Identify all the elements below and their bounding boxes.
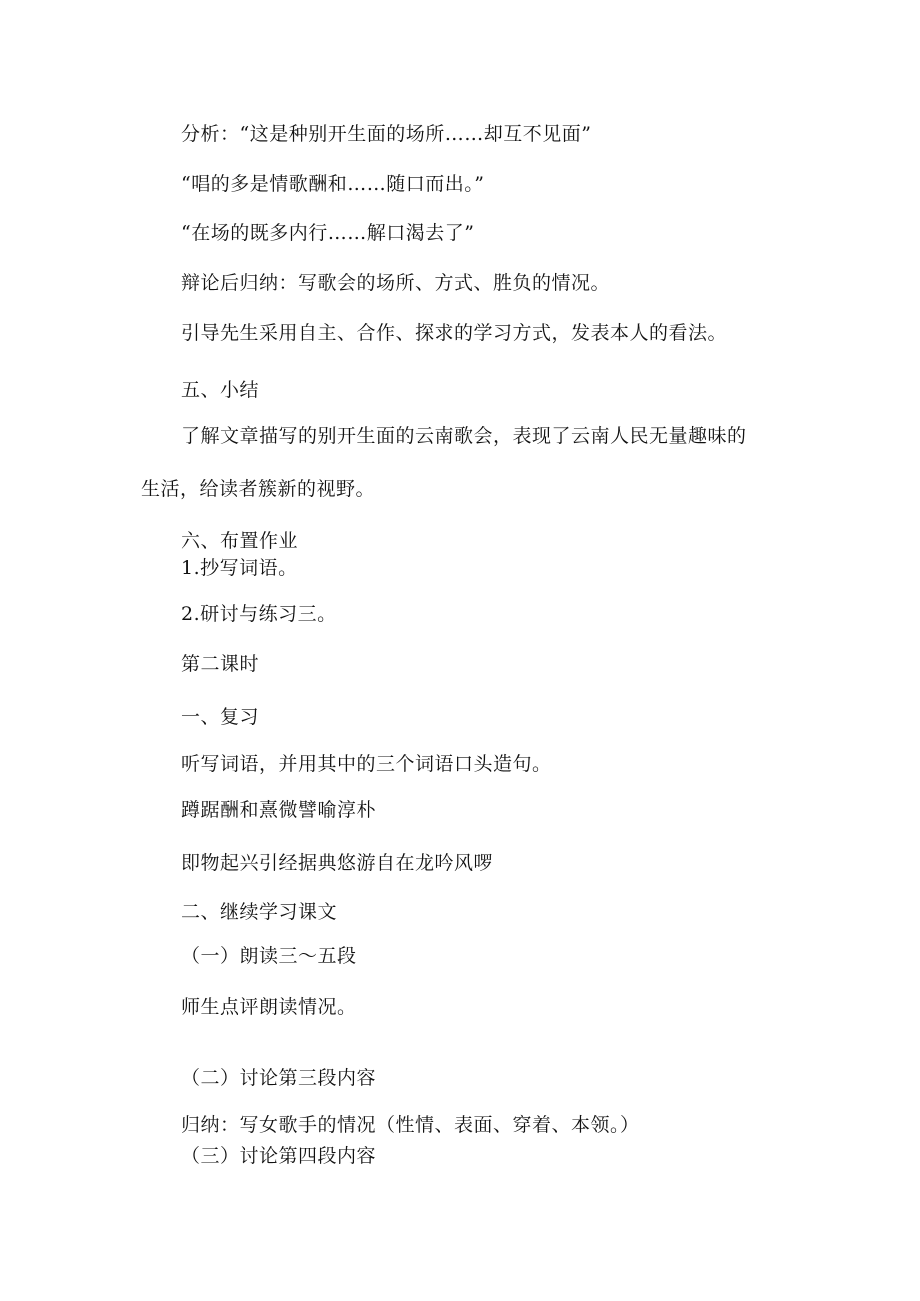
vocabulary-line: 蹲踞酬和熹微譬喻淳朴 xyxy=(181,799,377,821)
list-item: 2.研讨与练习三。 xyxy=(181,603,337,625)
paragraph-line: 生活，给读者簇新的视野。 xyxy=(141,478,376,500)
summary-line: 辩论后归纳：写歌会的场所、方式、胜负的情况。 xyxy=(181,272,611,294)
section-heading: 六、布置作业 xyxy=(181,530,299,552)
paragraph-line: 师生点评朗读情况。 xyxy=(181,996,357,1018)
subsection-heading: （三）讨论第四段内容 xyxy=(181,1145,377,1167)
section-heading: 一、复习 xyxy=(181,706,260,728)
subsection-heading: （一）朗读三～五段 xyxy=(181,945,357,967)
list-item: 1.抄写词语。 xyxy=(181,557,298,579)
summary-line: 归纳：写女歌手的情况（性情、表面、穿着、本领。） xyxy=(181,1114,640,1136)
lesson-heading: 第二课时 xyxy=(181,653,260,675)
paragraph-line: 听写词语，并用其中的三个词语口头造句。 xyxy=(181,753,552,775)
paragraph-line: 了解文章描写的别开生面的云南歌会，表现了云南人民无量趣味的 xyxy=(181,425,747,447)
subsection-heading: （二）讨论第三段内容 xyxy=(181,1067,377,1089)
quote-line: “唱的多是情歌酬和……随口而出。” xyxy=(181,173,485,195)
guidance-line: 引导先生采用自主、合作、探求的学习方式，发表本人的看法。 xyxy=(181,322,728,344)
analysis-line: 分析：“这是种别开生面的场所……却互不见面” xyxy=(181,123,592,145)
quote-line: “在场的既多内行……解口渴去了” xyxy=(181,222,475,244)
section-heading: 二、继续学习课文 xyxy=(181,901,338,923)
vocabulary-line: 即物起兴引经据典悠游自在龙吟风啰 xyxy=(181,852,494,874)
section-heading: 五、小结 xyxy=(181,379,260,401)
